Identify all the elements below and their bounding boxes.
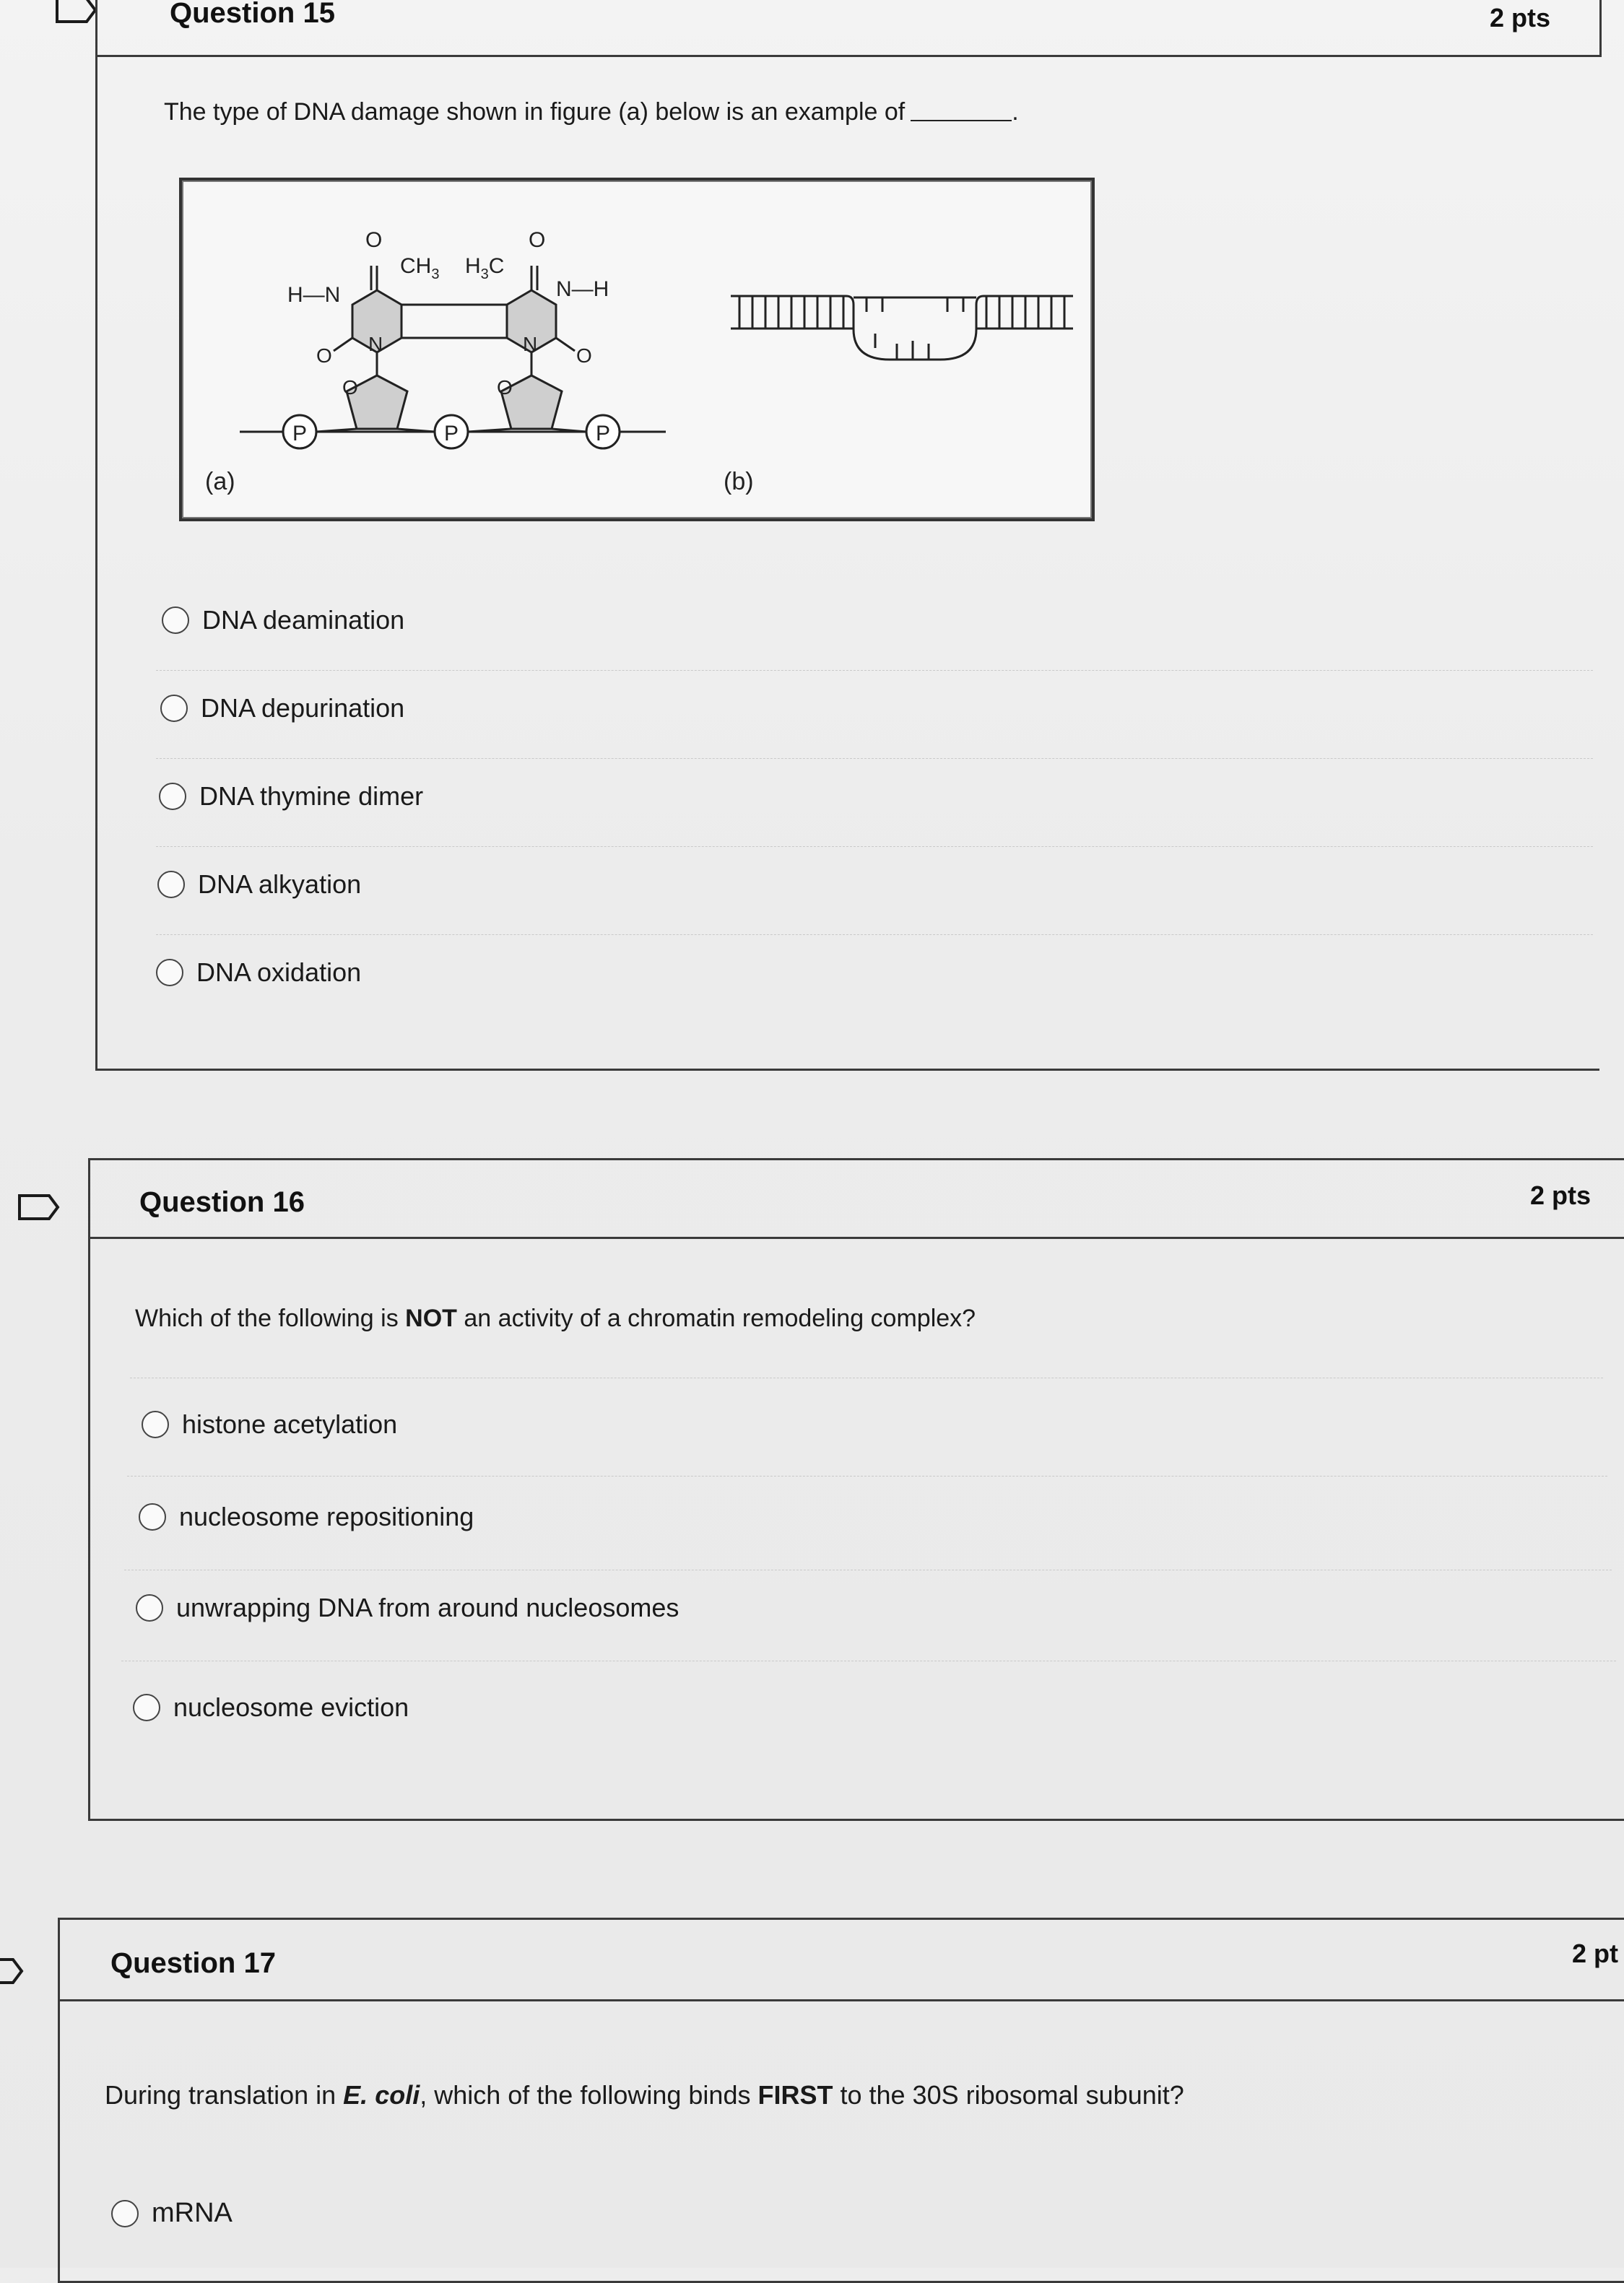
q15-option-1[interactable]	[162, 605, 404, 635]
q16-option-4-label: nucleosome eviction	[173, 1692, 409, 1722]
q16-option-3-label: unwrapping DNA from around nucleosomes	[176, 1593, 679, 1622]
figure-label-b: (b)	[724, 468, 754, 495]
phosphate-1-label: P	[292, 422, 308, 445]
q15-option-4-radio[interactable]	[157, 871, 185, 898]
flag-question-16-icon[interactable]	[17, 1193, 61, 1222]
ring-n-left: N	[368, 333, 383, 355]
q16-option-3-radio[interactable]	[136, 1594, 163, 1622]
question-16-prompt	[135, 1305, 976, 1333]
phosphate-3-label: P	[595, 422, 611, 445]
methyl-left-sub: 3	[431, 266, 440, 282]
methyl-label-left	[400, 254, 439, 282]
q15-option-4-label: DNA alkyation	[198, 869, 362, 899]
flag-question-15-icon[interactable]	[55, 0, 98, 25]
dna-damage-figure	[179, 178, 1095, 521]
q15-option-3-label: DNA thymine dimer	[199, 781, 424, 811]
q17-option-1[interactable]	[111, 2198, 233, 2229]
carbonyl-o-3: O	[316, 344, 332, 367]
carbonyl-o-1: O	[365, 228, 383, 252]
answer-blank	[911, 120, 1012, 121]
q16-divider-1	[127, 1476, 1607, 1477]
q15-divider-1	[156, 670, 1593, 671]
question-17-prompt	[105, 2080, 1184, 2110]
question-17-points: 2 pt	[1572, 1939, 1619, 1968]
q15-option-2[interactable]	[160, 693, 404, 723]
question-15-prompt-end: .	[1012, 98, 1019, 126]
sugar-1-oxygen: O	[342, 376, 358, 399]
q15-divider-3	[156, 846, 1593, 847]
q17-option-1-radio[interactable]	[111, 2200, 139, 2227]
carbonyl-o-4: O	[576, 344, 592, 367]
ring-n-right: N	[523, 333, 538, 355]
methyl-left-ch: CH	[400, 254, 432, 278]
q15-option-4[interactable]	[157, 869, 361, 900]
sugar-2-oxygen: O	[497, 376, 513, 399]
figure-label-a: (a)	[205, 468, 235, 495]
question-15-prompt-text: The type of DNA damage shown in figure (a) below is an example of	[164, 98, 906, 126]
q15-option-2-radio[interactable]	[160, 695, 188, 722]
q15-option-5[interactable]	[156, 957, 361, 988]
q16-option-2[interactable]	[139, 1502, 474, 1532]
q15-option-1-radio[interactable]	[162, 606, 189, 634]
figure-drawing	[182, 181, 1092, 518]
question-17-prompt-post: to the 30S ribosomal subunit?	[833, 2080, 1184, 2110]
methyl-right-sub: 3	[480, 266, 489, 282]
question-16-prompt-post: an activity of a chromatin remodeling complex?	[456, 1305, 976, 1332]
question-15-card	[95, 0, 1599, 1071]
question-17-prompt-organism: E. coli	[343, 2080, 420, 2110]
question-17-prompt-mid: , which of the following binds	[420, 2080, 758, 2110]
question-15-points: 2 pts	[1490, 3, 1551, 32]
question-16-title: Question 16	[139, 1186, 305, 1218]
distorted-dna-diagram	[731, 296, 1073, 360]
question-16-points: 2 pts	[1530, 1180, 1592, 1210]
q15-option-5-radio[interactable]	[156, 959, 183, 986]
q15-option-3[interactable]	[159, 781, 423, 812]
question-16-prompt-bold: NOT	[405, 1305, 457, 1332]
carbonyl-o-2: O	[529, 228, 546, 252]
question-17-card	[58, 1918, 1624, 2283]
question-17-header	[60, 1920, 1624, 2001]
nh-label-right: N—H	[556, 277, 609, 301]
nh-label-left: H—N	[287, 283, 341, 307]
q16-option-4-radio[interactable]	[133, 1694, 160, 1721]
q15-option-5-label: DNA oxidation	[196, 957, 362, 987]
methyl-right-h: H	[465, 254, 481, 278]
flag-question-17-icon[interactable]	[0, 1957, 25, 1986]
question-15-title: Question 15	[170, 0, 335, 29]
q16-option-4[interactable]	[133, 1692, 409, 1723]
q15-divider-2	[156, 758, 1593, 759]
q15-option-2-label: DNA depurination	[201, 693, 405, 723]
q16-option-3[interactable]	[136, 1593, 679, 1623]
q15-option-3-radio[interactable]	[159, 783, 186, 810]
q17-option-1-label: mRNA	[152, 2198, 233, 2228]
q15-option-1-label: DNA deamination	[202, 605, 405, 635]
question-15-prompt	[164, 98, 1019, 126]
methyl-right-c: C	[488, 254, 505, 278]
question-17-prompt-pre: During translation in	[105, 2080, 344, 2110]
question-17-title: Question 17	[110, 1947, 276, 1979]
q16-option-2-label: nucleosome repositioning	[179, 1502, 474, 1531]
q15-divider-4	[156, 934, 1593, 935]
methyl-label-right	[465, 254, 504, 282]
phosphate-2-label: P	[443, 422, 459, 445]
question-17-prompt-bold: FIRST	[757, 2080, 833, 2110]
q16-option-1[interactable]	[142, 1409, 397, 1440]
question-16-prompt-pre: Which of the following is	[135, 1305, 406, 1332]
q16-option-1-label: histone acetylation	[182, 1409, 398, 1439]
q16-option-2-radio[interactable]	[139, 1503, 166, 1531]
question-16-header	[90, 1160, 1624, 1239]
q16-option-1-radio[interactable]	[142, 1411, 169, 1438]
